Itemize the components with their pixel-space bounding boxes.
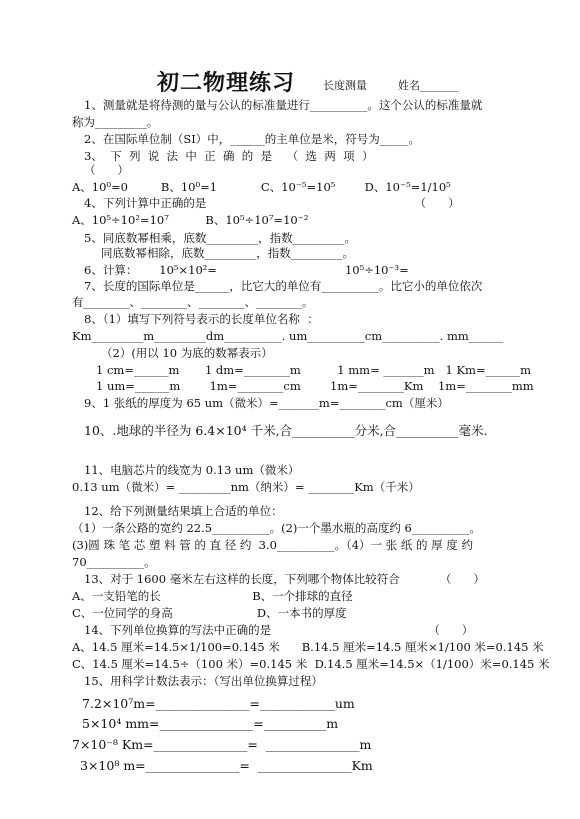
- question-14-ab: A、14.5 厘米=14.5×1/100=0.145 米 B.14.5 厘米=14.5 厘米×1/100 米=0.145 米: [72, 640, 544, 654]
- question-5-cont: 同底数幂相除，底数_________，指数_________。: [101, 246, 354, 260]
- question-15-d: 3×10⁸ m=_______________= _______________Km: [80, 758, 373, 773]
- question-1: 1、测量就是将待测的量与公认的标准量进行__________。这个公认的标准量就: [84, 98, 483, 112]
- subtitle: 长度测量: [323, 79, 367, 92]
- question-3-options: A、10⁰=0 B、10⁰=1 C、10⁻⁵=10⁵ D、10⁻⁵=1/10⁵: [72, 180, 451, 194]
- question-11-cont: 0.13 um（微米）= _________nm（纳米）= ________Km（千米）: [72, 480, 420, 494]
- question-13-cd: C、一位同学的身高 D、一本书的厚度: [72, 606, 347, 620]
- question-12-3: (3)圆 珠 笔 芯 塑 料 管 的 直 径 约 3.0__________。（4）一 张 纸 的 厚 度 约: [72, 538, 473, 552]
- question-15-a: 7.2×10⁷m=_______________=____________um: [82, 696, 355, 711]
- question-3-bracket: （ ）: [84, 163, 129, 177]
- question-15-c: 7×10⁻⁸ Km=_______________= _______________m: [72, 737, 372, 752]
- question-13-ab: A、一支铅笔的长 B、一个排球的直径: [72, 589, 353, 603]
- question-11: 11、电脑芯片的线宽为 0.13 um（微米）: [84, 463, 300, 477]
- name-field[interactable]: 姓名_______: [398, 79, 459, 92]
- question-3: 3、 下 列 说 法 中 正 确 的 是 （ 选 两 项 ）: [84, 149, 374, 163]
- question-12: 12、给下列测量结果填上合适的单位：: [84, 504, 283, 518]
- question-15-b: 5×10⁴ mm=_______________=__________m: [82, 716, 339, 731]
- question-14-cd: C、14.5 厘米=14.5÷（100 米）=0.145 米 D.14.5 厘米=14.5×（1/100）米=0.145 米: [72, 657, 550, 671]
- question-8-row2: 1 um=______m 1m=________cm 1m=________Km 1m=________mm: [96, 379, 534, 393]
- question-8: 8、（1）填写下列符号表示的长度单位名称 ：: [84, 312, 319, 326]
- question-7: 7、长度的国际单位是______，比它大的单位有__________。比它小的单位依次: [84, 279, 483, 293]
- question-2: 2、在国际单位制（SI）中，______的主单位是米，符号为_____。: [84, 132, 420, 146]
- question-8-row1: 1 cm=______m 1 dm=________m 1 mm= _______m 1 Km=______m: [96, 363, 531, 377]
- question-9: 9、1 张纸的厚度为 65 um（微米）=_______m=________cm（厘米）: [84, 396, 449, 410]
- question-6: 6、计算： 10⁵×10²= 10⁵÷10⁻³=: [84, 263, 409, 277]
- page-title: 初二物理练习: [157, 70, 296, 96]
- question-15: 15、用科学计数法表示：（写出单位换算过程）: [84, 674, 323, 688]
- question-10: 10、.地球的半径为 6.4×10⁴ 千米,合__________分米,合__________毫米.: [84, 423, 488, 438]
- question-7-cont: 有________、________、________、________。: [72, 295, 314, 309]
- question-13: 13、对于 1600 毫米左右这样的长度，下列哪个物体比较符合 （ ）: [84, 572, 485, 586]
- question-4-options: A、10⁵÷10²=10⁷ B、10⁵÷10⁷=10⁻²: [72, 213, 309, 227]
- question-8-part2: （2）(用以 10 为底的数幂表示）: [101, 346, 273, 360]
- question-5: 5、同底数幂相乘，底数_________，指数_________。: [84, 231, 356, 245]
- question-1-cont: 称为_________。: [72, 115, 159, 129]
- question-4: 4、下列计算中正确的是 （ ）: [84, 196, 460, 210]
- question-12-1: （1）一条公路的宽约 22.5__________。(2)一个墨水瓶的高度约 6__________。: [72, 521, 481, 535]
- question-8-units: Km_________m_________dm__________. um__________cm__________. mm______: [72, 329, 504, 343]
- question-14: 14、下列单位换算的写法中正确的是 （ ）: [84, 623, 474, 637]
- question-12-cont: 70__________。: [72, 555, 156, 569]
